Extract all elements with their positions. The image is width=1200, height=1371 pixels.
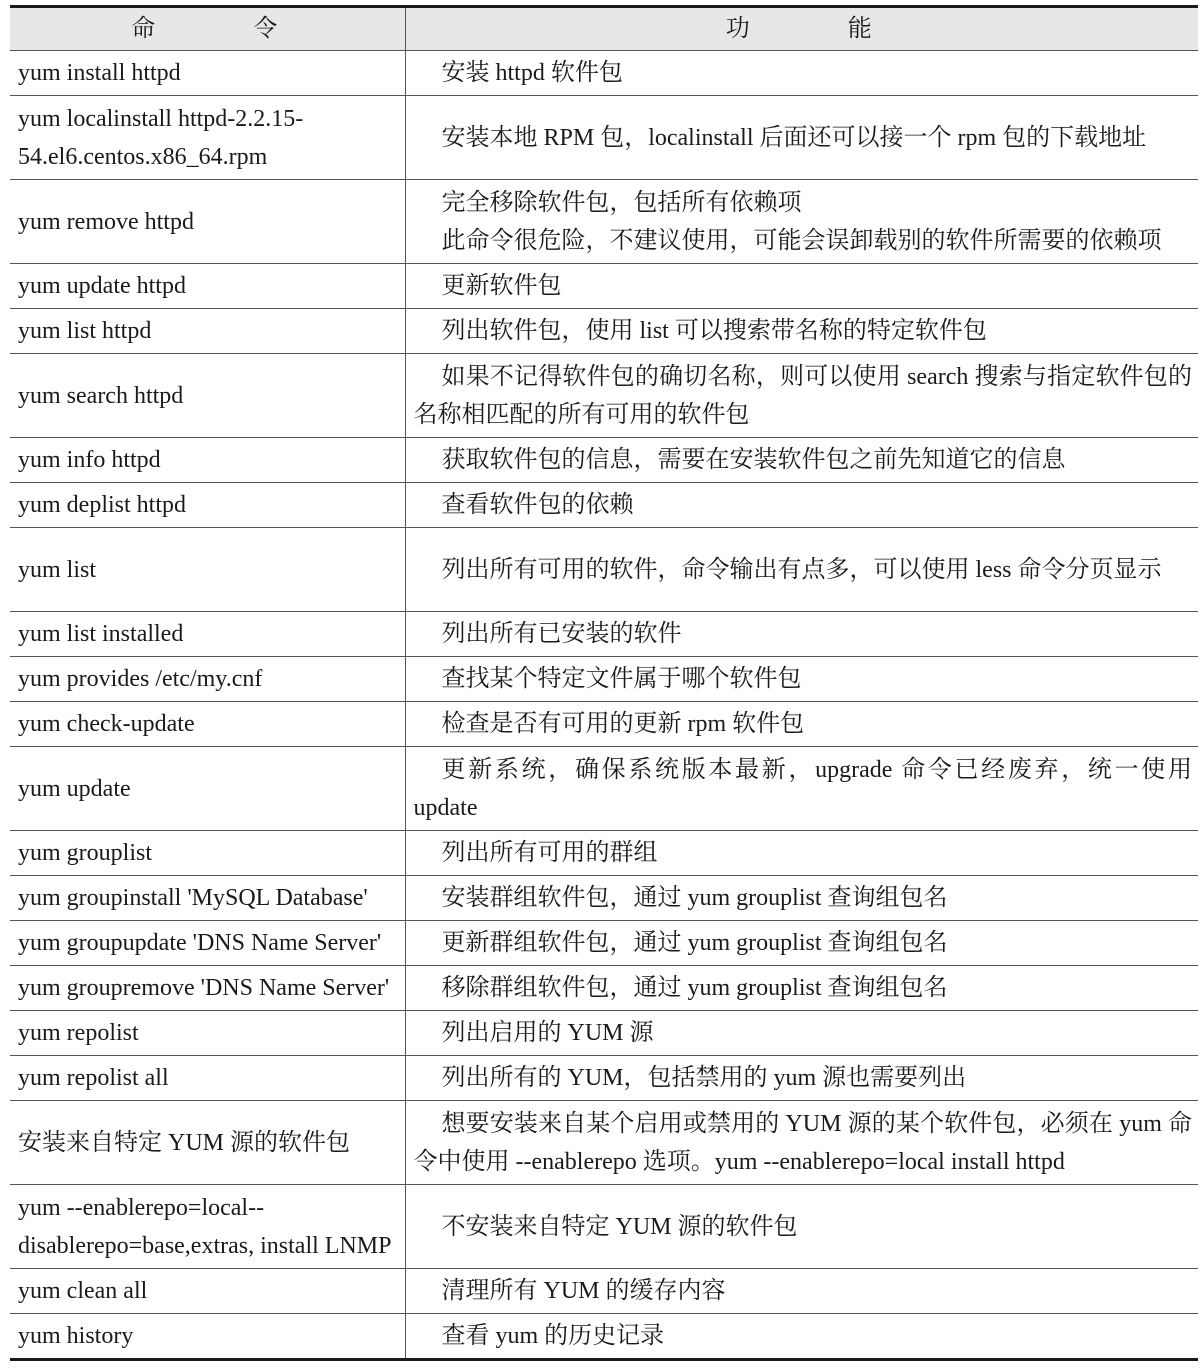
table-row — [10, 1185, 1198, 1269]
command-cell: 安装来自特定 YUM 源的软件包 — [10, 1101, 405, 1185]
function-cell: 清理所有 YUM 的缓存内容 — [405, 1269, 1198, 1314]
table-row — [10, 1101, 1198, 1185]
command-cell: yum localinstall httpd-2.2.15-54.el6.centos.x86_64.rpm — [10, 96, 405, 180]
command-cell: yum list — [10, 528, 405, 612]
command-cell: yum update httpd — [10, 264, 405, 309]
table-row — [10, 657, 1198, 702]
table-row — [10, 747, 1198, 831]
function-cell: 更新软件包 — [405, 264, 1198, 309]
function-cell: 更新群组软件包，通过 yum grouplist 查询组包名 — [405, 921, 1198, 966]
command-cell: yum list installed — [10, 612, 405, 657]
yum-command-table — [10, 8, 1198, 1358]
command-cell: yum deplist httpd — [10, 483, 405, 528]
table-row — [10, 612, 1198, 657]
command-cell: yum groupinstall 'MySQL Database' — [10, 876, 405, 921]
command-cell: yum groupremove 'DNS Name Server' — [10, 966, 405, 1011]
command-cell: yum provides /etc/my.cnf — [10, 657, 405, 702]
function-cell: 如果不记得软件包的确切名称，则可以使用 search 搜索与指定软件包的名称相匹配的所有可用的软件包 — [405, 354, 1198, 438]
function-line: 此命令很危险，不建议使用，可能会误卸载别的软件所需要的依赖项 — [441, 227, 1162, 254]
function-cell: 不安装来自特定 YUM 源的软件包 — [405, 1185, 1198, 1269]
function-cell: 列出启用的 YUM 源 — [405, 1011, 1198, 1056]
table-row — [10, 96, 1198, 180]
command-cell: yum grouplist — [10, 831, 405, 876]
table-row — [10, 438, 1198, 483]
table-row — [10, 876, 1198, 921]
command-cell: yum info httpd — [10, 438, 405, 483]
function-cell: 移除群组软件包，通过 yum grouplist 查询组包名 — [405, 966, 1198, 1011]
function-cell: 安装群组软件包，通过 yum grouplist 查询组包名 — [405, 876, 1198, 921]
header-function: 功 能 — [405, 8, 1198, 51]
table-row — [10, 264, 1198, 309]
command-cell: yum groupupdate 'DNS Name Server' — [10, 921, 405, 966]
function-cell: 列出所有已安装的软件 — [405, 612, 1198, 657]
function-cell: 安装本地 RPM 包，localinstall 后面还可以接一个 rpm 包的下载地址 — [405, 96, 1198, 180]
table-row — [10, 51, 1198, 96]
table-row — [10, 921, 1198, 966]
command-cell: yum remove httpd — [10, 180, 405, 264]
table-row — [10, 528, 1198, 612]
function-cell: 获取软件包的信息，需要在安装软件包之前先知道它的信息 — [405, 438, 1198, 483]
function-cell: 安装 httpd 软件包 — [405, 51, 1198, 96]
table-row — [10, 1056, 1198, 1101]
command-cell: yum list httpd — [10, 309, 405, 354]
command-table-container — [10, 5, 1198, 1361]
table-row — [10, 180, 1198, 264]
table-row — [10, 483, 1198, 528]
function-cell: 更新系统，确保系统版本最新，upgrade 命令已经废弃，统一使用 update — [405, 747, 1198, 831]
function-line: 完全移除软件包，包括所有依赖项 — [441, 189, 802, 216]
function-cell — [405, 180, 1198, 264]
table-row — [10, 1314, 1198, 1359]
command-cell: yum clean all — [10, 1269, 405, 1314]
function-cell: 想要安装来自某个启用或禁用的 YUM 源的某个软件包，必须在 yum 命令中使用 --enablerepo 选项。yum --enablerepo=local install httpd — [405, 1101, 1198, 1185]
table-header-row — [10, 8, 1198, 51]
table-row — [10, 309, 1198, 354]
function-cell: 查看 yum 的历史记录 — [405, 1314, 1198, 1359]
table-row — [10, 831, 1198, 876]
command-cell: yum update — [10, 747, 405, 831]
command-cell: yum repolist all — [10, 1056, 405, 1101]
table-row — [10, 354, 1198, 438]
function-cell: 列出所有可用的群组 — [405, 831, 1198, 876]
command-cell: yum repolist — [10, 1011, 405, 1056]
table-row — [10, 966, 1198, 1011]
command-cell: yum check-update — [10, 702, 405, 747]
command-cell: yum --enablerepo=local--disablerepo=base,extras, install LNMP — [10, 1185, 405, 1269]
function-cell: 列出软件包，使用 list 可以搜索带名称的特定软件包 — [405, 309, 1198, 354]
table-row — [10, 1269, 1198, 1314]
command-cell: yum install httpd — [10, 51, 405, 96]
header-command: 命 令 — [10, 8, 405, 51]
function-cell: 查找某个特定文件属于哪个软件包 — [405, 657, 1198, 702]
function-cell: 检查是否有可用的更新 rpm 软件包 — [405, 702, 1198, 747]
command-cell: yum history — [10, 1314, 405, 1359]
command-cell: yum search httpd — [10, 354, 405, 438]
table-row — [10, 702, 1198, 747]
function-cell: 查看软件包的依赖 — [405, 483, 1198, 528]
function-cell: 列出所有可用的软件，命令输出有点多，可以使用 less 命令分页显示 — [405, 528, 1198, 612]
table-row — [10, 1011, 1198, 1056]
function-cell: 列出所有的 YUM，包括禁用的 yum 源也需要列出 — [405, 1056, 1198, 1101]
